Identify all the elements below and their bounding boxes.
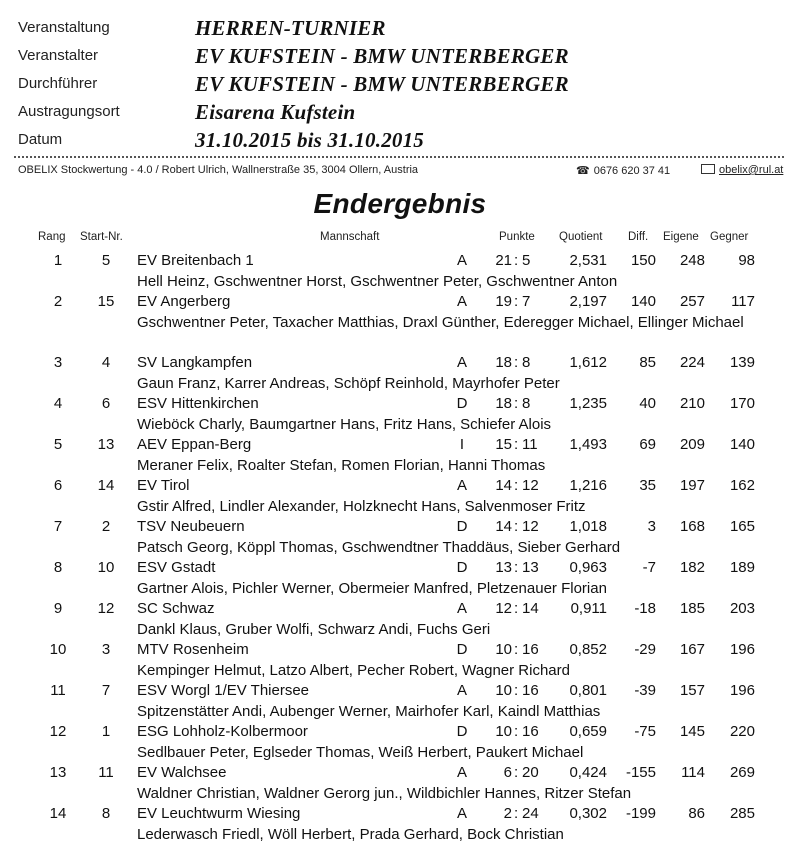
own-score: 168 <box>679 518 705 535</box>
points-separator: : <box>514 293 519 310</box>
quotient: 0,911 <box>570 600 607 617</box>
points-separator: : <box>514 682 519 699</box>
points-lost: 16 <box>522 723 539 740</box>
team-players: Dankl Klaus, Gruber Wolfi, Schwarz Andi, Fuchs Geri <box>137 621 491 638</box>
rank: 5 <box>53 436 63 453</box>
start-nr: 13 <box>97 436 115 453</box>
points-won: 14 <box>495 518 512 535</box>
quotient: 0,801 <box>569 682 607 699</box>
group: A <box>456 805 467 822</box>
group: I <box>459 436 465 453</box>
quotient: 1,235 <box>569 395 607 412</box>
opponent-score: 220 <box>729 723 755 740</box>
meta-row-date <box>0 128 800 154</box>
col-header-rank: Rang <box>38 231 66 243</box>
group: D <box>456 641 468 658</box>
meta-label-executor: Durchführer <box>18 75 98 92</box>
meta-label-venue: Austragungsort <box>18 103 120 120</box>
meta-row-event <box>0 16 800 42</box>
rank: 13 <box>49 764 67 781</box>
meta-label-organizer: Veranstalter <box>18 47 99 64</box>
points-separator: : <box>514 723 519 740</box>
team-players: Gartner Alois, Pichler Werner, Obermeier Manfred, Pletzenauer Florian <box>137 580 607 597</box>
difference: -7 <box>642 559 656 576</box>
points-lost: 8 <box>522 354 531 371</box>
group: A <box>456 293 467 310</box>
team-name: SC Schwaz <box>137 600 215 617</box>
group: A <box>456 354 467 371</box>
points-separator: : <box>514 395 519 412</box>
opponent-score: 170 <box>729 395 755 412</box>
opponent-score: 117 <box>731 293 755 310</box>
team-name: AEV Eppan-Berg <box>137 436 252 453</box>
opponent-score: 140 <box>729 436 755 453</box>
phone-icon: ☎ <box>576 165 590 177</box>
opponent-score: 196 <box>729 682 755 699</box>
group: D <box>456 395 468 412</box>
team-players: Gschwentner Peter, Taxacher Matthias, Draxl Günther, Ederegger Michael, Ellinger Michael <box>137 314 744 331</box>
quotient: 1,493 <box>569 436 607 453</box>
meta-value-organizer: EV KUFSTEIN - BMW UNTERBERGER <box>195 44 569 68</box>
points-won: 2 <box>503 805 512 822</box>
team-players: Wieböck Charly, Baumgartner Hans, Fritz Hans, Schiefer Alois <box>137 416 552 433</box>
group: D <box>456 559 468 576</box>
team-name: ESG Lohholz-Kolbermoor <box>137 723 308 740</box>
start-nr: 10 <box>97 559 115 576</box>
email-link[interactable] <box>701 164 783 176</box>
points-won: 12 <box>495 600 512 617</box>
own-score: 157 <box>679 682 705 699</box>
quotient: 2,197 <box>569 293 607 310</box>
meta-row-executor <box>0 72 800 98</box>
col-header-team: Mannschaft <box>320 231 380 243</box>
team-name: EV Tirol <box>137 477 190 494</box>
team-name: EV Leuchtwurm Wiesing <box>137 805 301 822</box>
software-credit: OBELIX Stockwertung - 4.0 / Robert Ulrich, Wallnerstraße 35, 3004 Ollern, Austria <box>18 164 419 176</box>
team-name: EV Breitenbach 1 <box>137 252 254 269</box>
quotient: 2,531 <box>569 252 607 269</box>
start-nr: 14 <box>97 477 115 494</box>
meta-value-venue: Eisarena Kufstein <box>195 100 356 124</box>
rank: 8 <box>53 559 63 576</box>
meta-label-date: Datum <box>18 131 63 148</box>
meta-row-organizer <box>0 44 800 70</box>
team-players: Gstir Alfred, Lindler Alexander, Holzknecht Hans, Salvenmoser Fritz <box>137 498 586 515</box>
own-score: 167 <box>679 641 705 658</box>
opponent-score: 189 <box>729 559 755 576</box>
difference: -155 <box>625 764 656 781</box>
team-players: Sedlbauer Peter, Eglseder Thomas, Weiß Herbert, Paukert Michael <box>137 744 584 761</box>
team-name: MTV Rosenheim <box>137 641 249 658</box>
group: D <box>456 723 468 740</box>
start-nr: 12 <box>97 600 115 617</box>
own-score: 257 <box>679 293 705 310</box>
software-info <box>18 164 788 176</box>
points-lost: 8 <box>522 395 531 412</box>
email-text[interactable]: obelix@rul.at <box>719 164 784 176</box>
difference: -199 <box>625 805 656 822</box>
own-score: 224 <box>679 354 705 371</box>
quotient: 1,018 <box>569 518 607 535</box>
points-won: 19 <box>495 293 512 310</box>
start-nr: 2 <box>101 518 111 535</box>
opponent-score: 162 <box>729 477 755 494</box>
own-score: 86 <box>688 805 705 822</box>
team-players: Meraner Felix, Roalter Stefan, Romen Florian, Hanni Thomas <box>137 457 546 474</box>
opponent-score: 98 <box>738 252 755 269</box>
points-won: 18 <box>495 395 512 412</box>
team-name: ESV Gstadt <box>137 559 216 576</box>
team-name: EV Angerberg <box>137 293 231 310</box>
meta-value-date: 31.10.2015 bis 31.10.2015 <box>195 128 425 152</box>
rank: 4 <box>53 395 63 412</box>
points-lost: 13 <box>522 559 539 576</box>
points-lost: 11 <box>522 436 538 453</box>
points-lost: 7 <box>522 293 531 310</box>
start-nr: 11 <box>98 764 114 781</box>
points-separator: : <box>514 600 519 617</box>
phone-text: 0676 620 37 41 <box>593 165 671 177</box>
points-lost: 5 <box>522 252 531 269</box>
col-header-quotient: Quotient <box>559 231 603 243</box>
own-score: 185 <box>679 600 705 617</box>
rank: 2 <box>53 293 63 310</box>
points-won: 10 <box>495 723 512 740</box>
points-separator: : <box>514 354 519 371</box>
difference: 150 <box>630 252 656 269</box>
points-lost: 16 <box>522 682 539 699</box>
difference: 69 <box>639 436 656 453</box>
difference: 3 <box>647 518 656 535</box>
group: A <box>456 764 467 781</box>
rank: 11 <box>50 682 66 699</box>
col-header-diff: Diff. <box>628 231 649 243</box>
start-nr: 5 <box>101 252 111 269</box>
quotient: 0,963 <box>569 559 607 576</box>
points-won: 14 <box>495 477 512 494</box>
points-separator: : <box>514 436 519 453</box>
points-won: 21 <box>495 252 512 269</box>
difference: -29 <box>634 641 656 658</box>
meta-value-executor: EV KUFSTEIN - BMW UNTERBERGER <box>195 72 569 96</box>
points-separator: : <box>514 641 519 658</box>
points-won: 15 <box>495 436 512 453</box>
meta-label-event: Veranstaltung <box>18 19 110 36</box>
team-name: ESV Worgl 1/EV Thiersee <box>137 682 310 699</box>
opponent-score: 165 <box>729 518 755 535</box>
points-won: 18 <box>495 354 512 371</box>
col-header-opponent: Gegner <box>710 231 749 243</box>
difference: -18 <box>634 600 656 617</box>
team-players: Gaun Franz, Karrer Andreas, Schöpf Reinhold, Mayrhofer Peter <box>137 375 560 392</box>
col-header-own: Eigene <box>663 231 699 243</box>
opponent-score: 285 <box>729 805 755 822</box>
meta-row-venue <box>0 100 800 126</box>
start-nr: 1 <box>101 723 111 740</box>
opponent-score: 269 <box>729 764 755 781</box>
team-name: TSV Neubeuern <box>137 518 245 535</box>
quotient: 0,852 <box>569 641 607 658</box>
rank: 3 <box>53 354 63 371</box>
team-players: Lederwasch Friedl, Wöll Herbert, Prada Gerhard, Bock Christian <box>137 826 564 843</box>
difference: -39 <box>634 682 656 699</box>
points-separator: : <box>514 477 519 494</box>
points-separator: : <box>514 805 519 822</box>
own-score: 209 <box>679 436 705 453</box>
difference: 40 <box>639 395 656 412</box>
team-players: Patsch Georg, Köppl Thomas, Gschwendtner Thaddäus, Sieber Gerhard <box>137 539 621 556</box>
points-lost: 12 <box>522 518 539 535</box>
rank: 14 <box>49 805 67 822</box>
own-score: 197 <box>679 477 705 494</box>
rank: 12 <box>49 723 67 740</box>
difference: -75 <box>634 723 656 740</box>
start-nr: 8 <box>101 805 111 822</box>
meta-value-event: HERREN-TURNIER <box>195 16 386 40</box>
points-lost: 14 <box>522 600 539 617</box>
quotient: 0,659 <box>569 723 607 740</box>
quotient: 0,302 <box>569 805 607 822</box>
group: A <box>456 252 467 269</box>
difference: 85 <box>639 354 656 371</box>
opponent-score: 139 <box>729 354 755 371</box>
points-lost: 24 <box>522 805 539 822</box>
rank: 1 <box>53 252 63 269</box>
own-score: 182 <box>679 559 705 576</box>
start-nr: 7 <box>101 682 111 699</box>
points-lost: 16 <box>522 641 539 658</box>
start-nr: 4 <box>101 354 111 371</box>
rank: 7 <box>53 518 63 535</box>
group: D <box>456 518 468 535</box>
opponent-score: 196 <box>729 641 755 658</box>
rank: 9 <box>53 600 63 617</box>
points-won: 10 <box>495 682 512 699</box>
points-separator: : <box>514 252 519 269</box>
col-header-start: Start-Nr. <box>80 231 123 243</box>
team-players: Waldner Christian, Waldner Gerorg jun., Wildbichler Hannes, Ritzer Stefan <box>137 785 632 802</box>
team-name: SV Langkampfen <box>137 354 253 371</box>
own-score: 248 <box>679 252 705 269</box>
team-players: Spitzenstätter Andi, Aubenger Werner, Mairhofer Karl, Kaindl Matthias <box>137 703 601 720</box>
own-score: 145 <box>679 723 705 740</box>
dotted-divider <box>14 156 784 158</box>
points-won: 6 <box>503 764 512 781</box>
phone-number <box>576 164 670 177</box>
rank: 10 <box>49 641 67 658</box>
quotient: 1,612 <box>569 354 607 371</box>
quotient: 0,424 <box>569 764 607 781</box>
own-score: 210 <box>679 395 705 412</box>
team-name: ESV Hittenkirchen <box>137 395 259 412</box>
points-separator: : <box>514 764 519 781</box>
points-lost: 12 <box>522 477 539 494</box>
col-header-points: Punkte <box>499 231 535 243</box>
points-lost: 20 <box>522 764 539 781</box>
quotient: 1,216 <box>569 477 607 494</box>
page-title: Endergebnis <box>313 188 487 219</box>
group: A <box>456 477 467 494</box>
difference: 35 <box>639 477 656 494</box>
group: A <box>456 600 467 617</box>
start-nr: 15 <box>97 293 115 310</box>
team-players: Kempinger Helmut, Latzo Albert, Pecher Robert, Wagner Richard <box>137 662 570 679</box>
rank: 6 <box>53 477 63 494</box>
difference: 140 <box>630 293 656 310</box>
group: A <box>456 682 467 699</box>
points-won: 13 <box>495 559 512 576</box>
opponent-score: 203 <box>729 600 755 617</box>
team-name: EV Walchsee <box>137 764 227 781</box>
points-separator: : <box>514 559 519 576</box>
team-players: Hell Heinz, Gschwentner Horst, Gschwentner Peter, Gschwentner Anton <box>137 273 618 290</box>
start-nr: 6 <box>101 395 111 412</box>
own-score: 114 <box>681 764 705 781</box>
points-won: 10 <box>495 641 512 658</box>
mail-icon <box>701 164 715 174</box>
start-nr: 3 <box>101 641 111 658</box>
points-separator: : <box>514 518 519 535</box>
